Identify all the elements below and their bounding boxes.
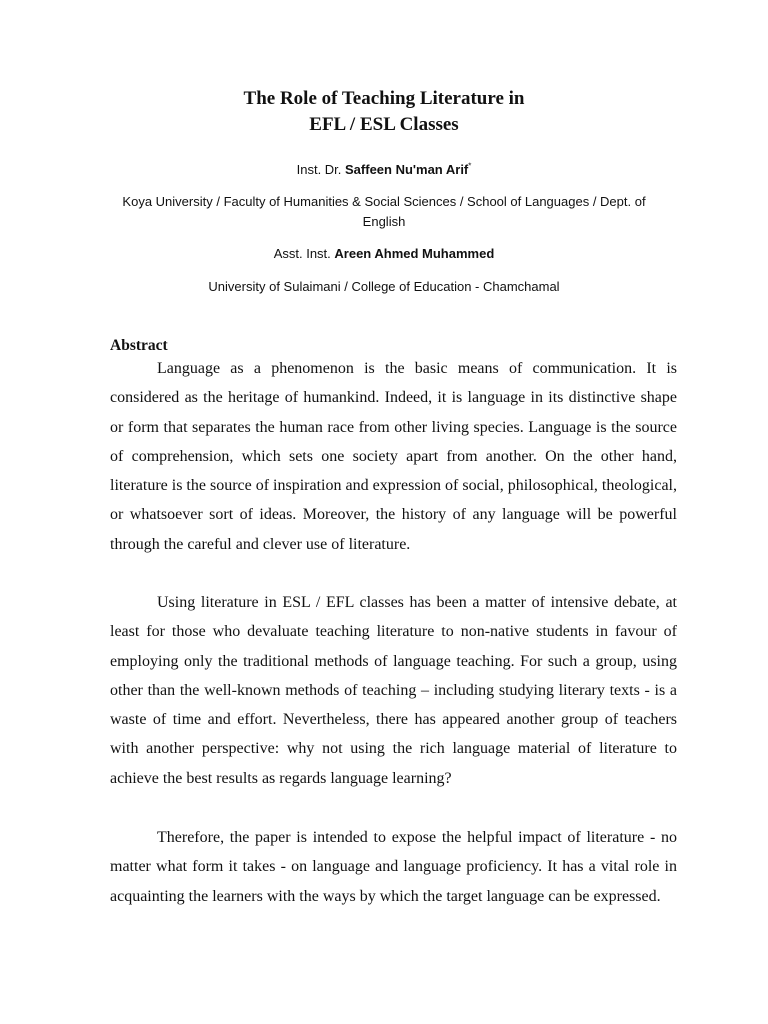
author-2-prefix: Asst. Inst. <box>273 246 335 261</box>
abstract-paragraph-3: Therefore, the paper is intended to expose the helpful impact of literature - no matter what form it takes - on language and language proficiency. It has a vital role in acquainting the learners with the ways by which the target language can be expressed. <box>110 829 677 905</box>
abstract-paragraph-1: Language as a phenomenon is the basic means of communication. It is considered as the heritage of humankind. Indeed, it is language in its distinctive shape or form that separates the human race from other living species. Language is the source of comprehension, which sets one society apart from another. On the other hand, literature is the source of inspiration and expression of social, philosophical, theological, or whatsoever sort of ideas. Moreover, the history of any language will be powerful through the careful and clever use of literature. <box>110 360 677 553</box>
author-1-name: Saffeen Nu'man Arif <box>345 162 469 177</box>
abstract-heading: Abstract <box>110 337 168 354</box>
affiliation-1: Koya University / Faculty of Humanities & Social Sciences / School of Languages / Dept. of English <box>122 194 646 229</box>
author-1-prefix: Inst. Dr. <box>296 162 346 177</box>
author-1 <box>100 160 668 180</box>
author-2 <box>100 244 668 264</box>
author-2-name: Areen Ahmed Muhammed <box>334 246 495 261</box>
paper-title-line-1: The Role of Teaching Literature in <box>243 88 525 109</box>
author-1-footnote-mark: * <box>468 161 472 171</box>
abstract-paragraph-2: Using literature in ESL / EFL classes has been a matter of intensive debate, at least for those who devaluate teaching literature to non-native students in favour of employing only the traditional methods of language teaching. For such a group, using other than the well-known methods of teaching – including studying literary texts - is a waste of time and effort. Nevertheless, there has appeared another group of teachers with another perspective: why not using the rich language material of literature to achieve the best results as regards language learning? <box>110 594 677 787</box>
affiliation-2: University of Sulaimani / College of Education - Chamchamal <box>208 279 560 294</box>
paper-title-line-2: EFL / ESL Classes <box>309 114 459 135</box>
